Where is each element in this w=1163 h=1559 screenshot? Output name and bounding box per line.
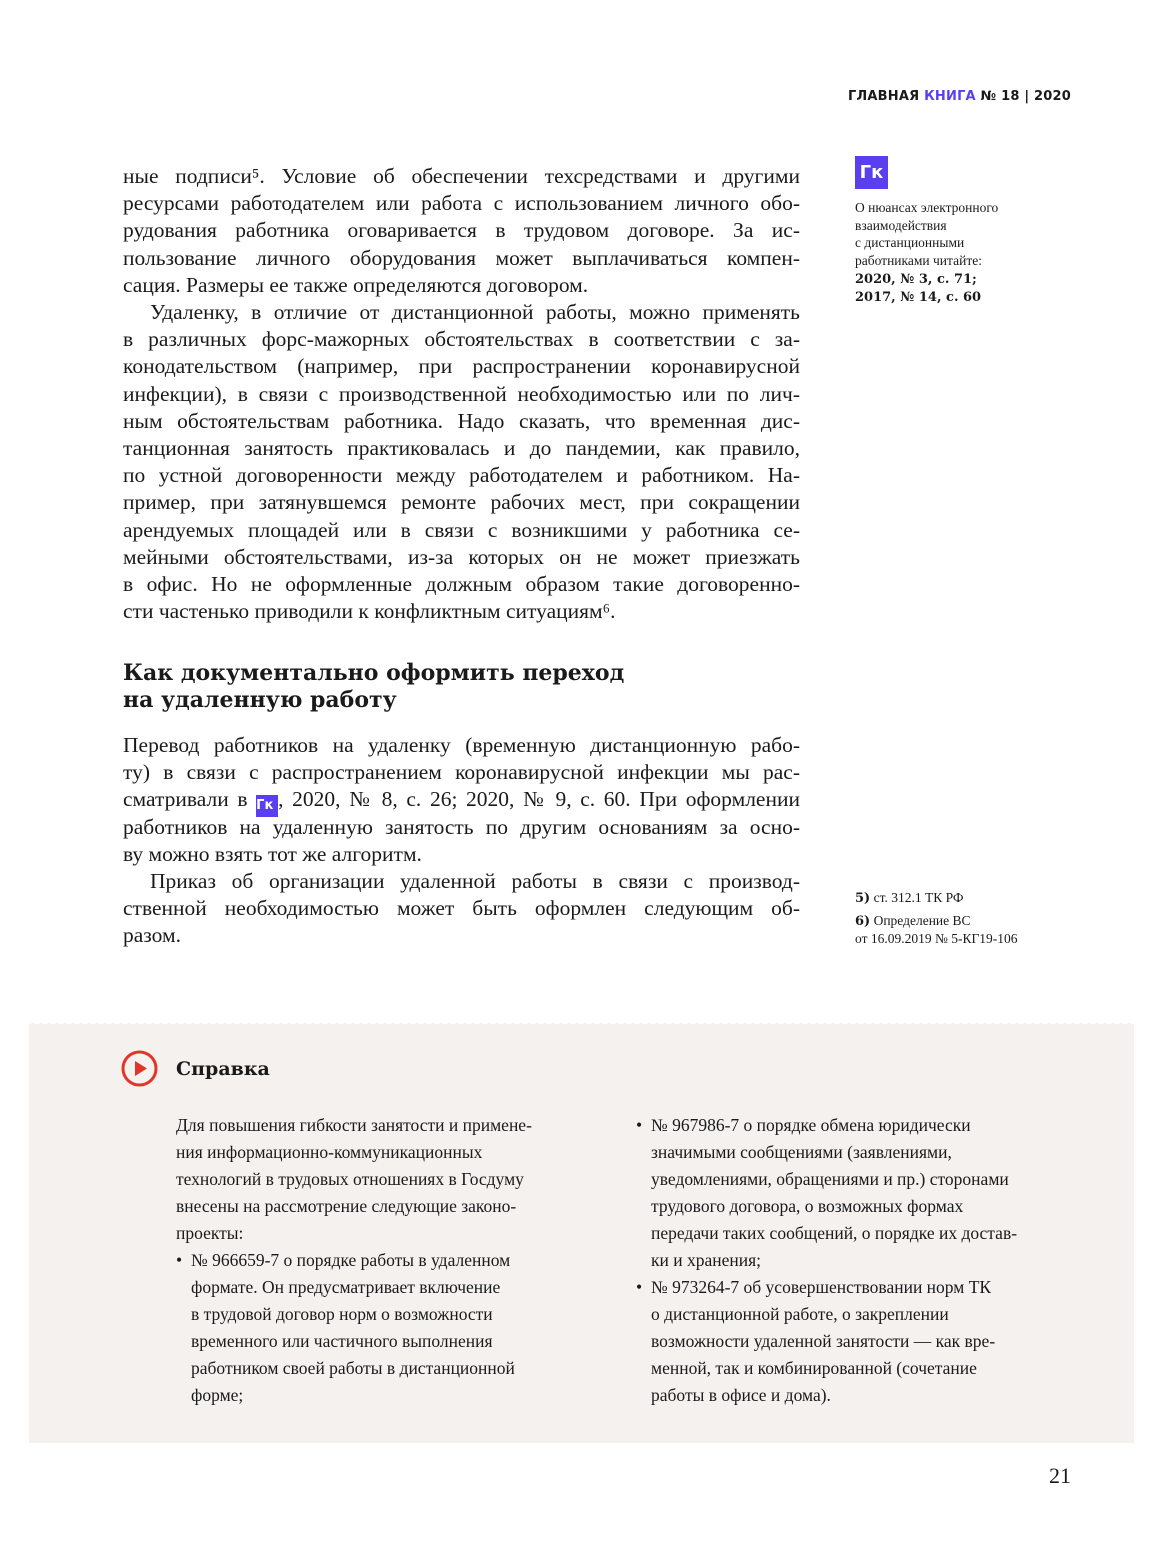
- paragraph: [123, 299, 800, 625]
- text-line: рудования работника оговаривается в трудовом договоре. За ис-: [123, 218, 800, 243]
- paragraph: [123, 868, 800, 950]
- text-line: ния информационно-коммуникационных: [176, 1142, 483, 1162]
- play-icon: [121, 1050, 158, 1087]
- text-line: возможности удаленной занятости — как вре-: [651, 1331, 996, 1351]
- text-line: внесены на рассмотрение следующие законо-: [176, 1196, 517, 1216]
- text-line: в трудовой договор норм о возможности: [191, 1304, 493, 1324]
- footnote: 5) ст. 312.1 ТК РФ: [855, 890, 964, 906]
- issue-number: № 18 | 2020: [980, 89, 1071, 104]
- text-line: проекты:: [176, 1223, 244, 1243]
- text-line: • № 973264-7 об усовершенствовании норм ТК: [651, 1277, 992, 1297]
- text-line: сматривали в Гк , 2020, № 8, с. 26; 2020, № 9, с. 60. При оформлении: [123, 786, 800, 813]
- section-heading: Как документально оформить переход на удаленную работу: [123, 660, 625, 713]
- brand-name: ГЛАВНАЯ: [847, 89, 920, 104]
- text-line: Перевод работников на удаленку (временную дистанционную рабо-: [123, 733, 800, 757]
- paragraph: [123, 163, 800, 299]
- page-number: 21: [1049, 1463, 1071, 1488]
- text-line: Приказ об организации удаленной работы в связи с производ-: [150, 869, 800, 893]
- text-line: менной, так и комбинированной (сочетание: [651, 1358, 977, 1378]
- text-line: Удаленку, в отличие от дистанционной работы, можно применять: [150, 300, 800, 324]
- text-line: арендуемых площадей или в связи с возникшими у работника се-: [123, 517, 800, 542]
- text-line: разом.: [123, 923, 181, 948]
- text-line: ные подписи⁵. Условие об обеспечении техсредствами и другими: [123, 164, 800, 188]
- text-line: по устной договоренности между работодателем и работником. На-: [123, 463, 800, 488]
- text-line: • № 967986-7 о порядке обмена юридически: [651, 1115, 971, 1135]
- text-line: временного или частичного выполнения: [191, 1331, 493, 1351]
- text-line: ту) в связи с распространением коронавирусной инфекции мы рас-: [123, 760, 800, 785]
- box-title: Справка: [176, 1058, 270, 1080]
- text-line: передачи таких сообщений, о порядке их достав-: [651, 1223, 1018, 1243]
- text-line: конодательством (например, при распространении коронавирусной: [123, 354, 800, 379]
- running-header: [848, 89, 1071, 104]
- text-line: сти частенько приводили к конфликтным ситуациям⁶.: [123, 599, 616, 624]
- text-line: мейными обстоятельствами, из-за которых он не может приезжать: [123, 544, 800, 569]
- reference-link[interactable]: 2020, № 3, с. 71;: [855, 272, 977, 287]
- sidebar-note: О нюансах электронного взаимодействия с дистанционными работниками читайте: 2020, № 3, с. 71; 2017, № 14, с. 60: [855, 199, 1065, 306]
- footnote: 6) Определение ВС от 16.09.2019 № 5-КГ19-106: [855, 912, 1018, 946]
- text-line: в офис. Но не оформленные должным образом такие договоренно-: [123, 571, 800, 596]
- brand-accent: КНИГА: [924, 89, 976, 104]
- text-line: пример, при затянувшемся ремонте рабочих мест, при сокращении: [123, 490, 800, 515]
- reference-link[interactable]: 2017, № 14, с. 60: [855, 289, 982, 305]
- text-line: работником своей работы в дистанционной: [191, 1358, 515, 1378]
- text-line: танционная занятость практиковалась и до пандемии, как правило,: [123, 435, 800, 460]
- text-line: о дистанционной работе, о закреплении: [651, 1304, 949, 1324]
- text-line: значимыми сообщениями (заявлениями,: [651, 1142, 952, 1162]
- text-line: ственной необходимостью может быть оформлен следующим об-: [123, 896, 800, 921]
- footnotes: [855, 889, 1065, 948]
- text-line: • № 966659-7 о порядке работы в удаленном: [191, 1250, 511, 1270]
- text-line: в различных форс-мажорных обстоятельствах в соответствии с за-: [123, 327, 800, 352]
- text-line: ным обстоятельствам работника. Надо сказать, что временная дис-: [123, 408, 800, 433]
- box-intro: [176, 1112, 596, 1247]
- text-line: ресурсами работодателем или работа с использованием личного обо-: [123, 191, 800, 216]
- info-box: [29, 1024, 1134, 1443]
- text-line: Для повышения гибкости занятости и примене-: [176, 1115, 532, 1135]
- text-line: ки и хранения;: [651, 1250, 762, 1270]
- text-line: уведомлениями, обращениями и пр.) сторонами: [651, 1169, 1009, 1189]
- bullet-item: [636, 1112, 1076, 1274]
- bullet-item: [176, 1247, 596, 1409]
- text-line: формате. Он предусматривает включение: [191, 1277, 501, 1297]
- gk-logo-icon: Гк: [256, 795, 278, 817]
- text-line: сация. Размеры ее также определяются договором.: [123, 272, 589, 297]
- gk-logo-icon: Гк: [855, 156, 888, 189]
- text-line: трудового договора, о возможных формах: [651, 1196, 964, 1216]
- box-left-column: [176, 1112, 596, 1409]
- text-line: работы в офисе и дома).: [651, 1385, 831, 1405]
- text-line: технологий в трудовых отношениях в Госдуму: [176, 1169, 524, 1189]
- paragraph: [123, 732, 800, 868]
- bullet-item: [636, 1274, 1076, 1409]
- text-line: пользование личного оборудования может выплачиваться компен-: [123, 245, 800, 270]
- box-right-column: [636, 1112, 1076, 1409]
- text-line: ву можно взять тот же алгоритм.: [123, 841, 422, 866]
- text-line: работников на удаленную занятость по другим основаниям за осно-: [123, 814, 800, 839]
- text-line: инфекции), в связи с производственной необходимостью или по лич-: [123, 381, 800, 406]
- text-line: форме;: [191, 1385, 244, 1405]
